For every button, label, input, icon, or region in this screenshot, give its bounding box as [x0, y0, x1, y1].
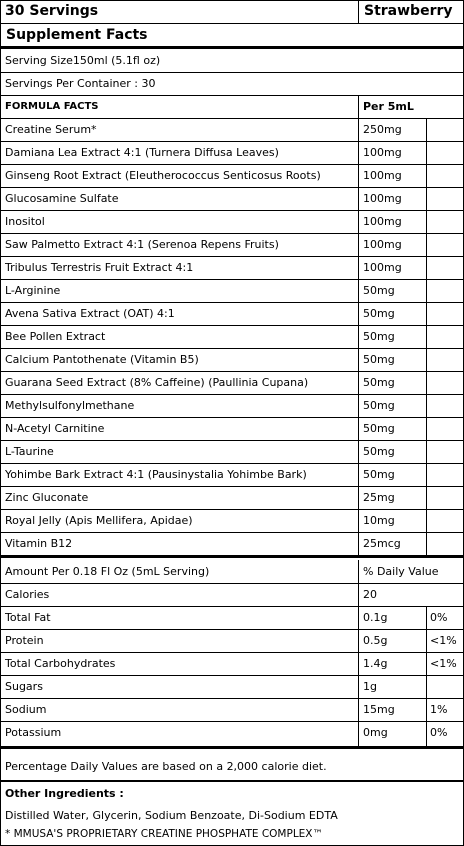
serving-size-row [1, 49, 463, 73]
header-row [1, 1, 463, 24]
ingredient-name: Bee Pollen Extract [5, 330, 106, 343]
ingredient-row [1, 187, 463, 211]
nutrient-name: Sugars [5, 680, 43, 693]
nutrient-name: Sodium [5, 703, 47, 716]
ingredient-name: Tribulus Terrestris Fruit Extract 4:1 [5, 261, 194, 274]
ingredient-amount: 50mg [363, 353, 395, 366]
ingredient-name: Damiana Lea Extract 4:1 (Turnera Diffusa Leaves) [5, 146, 279, 159]
ingredient-name: L-Taurine [5, 445, 54, 458]
nutrient-amount: 1.4g [363, 657, 388, 670]
ingredient-amount: 100mg [363, 261, 402, 274]
ingredient-row [1, 210, 463, 234]
thick-divider [1, 746, 463, 749]
nutrition-row [1, 583, 463, 607]
ingredient-row [1, 302, 463, 326]
header-divider [358, 1, 359, 24]
other-ingredients-label: Other Ingredients : [5, 787, 124, 800]
ingredient-amount: 50mg [363, 284, 395, 297]
nutrient-amount: 1g [363, 680, 377, 693]
formula-header-per: Per 5mL [363, 100, 414, 113]
nutrient-daily-value: <1% [430, 634, 457, 647]
ingredient-name: Guarana Seed Extract (8% Caffeine) (Paullinia Cupana) [5, 376, 309, 389]
ingredient-name: Inositol [5, 215, 45, 228]
ingredient-name: Yohimbe Bark Extract 4:1 (Pausinystalia Yohimbe Bark) [5, 468, 307, 481]
column-divider [358, 560, 359, 746]
ingredient-amount: 50mg [363, 376, 395, 389]
ingredient-row [1, 141, 463, 165]
nutrition-header-dv: % Daily Value [363, 565, 439, 578]
ingredient-row [1, 118, 463, 142]
ingredient-row [1, 371, 463, 395]
ingredient-name: Calcium Pantothenate (Vitamin B5) [5, 353, 199, 366]
ingredient-row [1, 486, 463, 510]
other-ingredients: Distilled Water, Glycerin, Sodium Benzoate, Di-Sodium EDTA [5, 809, 338, 822]
ingredient-row [1, 233, 463, 257]
ingredient-name: N-Acetyl Carnitine [5, 422, 105, 435]
ingredient-amount: 100mg [363, 192, 402, 205]
ingredient-name: Vitamin B12 [5, 537, 73, 550]
ingredient-row [1, 279, 463, 303]
nutrition-row [1, 675, 463, 699]
ingredient-amount: 25mcg [363, 537, 401, 550]
nutrient-amount: 15mg [363, 703, 395, 716]
column-divider [358, 95, 359, 555]
nutrient-name: Potassium [5, 726, 62, 739]
ingredient-name: Glucosamine Sulfate [5, 192, 119, 205]
ingredient-amount: 10mg [363, 514, 395, 527]
ingredient-name: Ginseng Root Extract (Eleutherococcus Senticosus Roots) [5, 169, 321, 182]
nutrient-daily-value: 0% [430, 611, 448, 624]
nutrition-header-label: Amount Per 0.18 Fl Oz (5mL Serving) [5, 565, 210, 578]
daily-value-footnote: Percentage Daily Values are based on a 2,000 calorie diet. [5, 760, 327, 773]
ingredient-row [1, 509, 463, 533]
ingredient-row [1, 417, 463, 441]
ingredient-row [1, 256, 463, 280]
nutrition-row [1, 721, 463, 744]
ingredient-amount: 25mg [363, 491, 395, 504]
nutrition-header-row [1, 560, 463, 584]
column-divider [426, 118, 427, 555]
ingredient-name: Methylsulfonylmethane [5, 399, 135, 412]
thick-divider [1, 780, 463, 782]
nutrient-amount: 0.1g [363, 611, 388, 624]
ingredient-name: Saw Palmetto Extract 4:1 (Serenoa Repens Fruits) [5, 238, 279, 251]
column-divider [426, 606, 427, 746]
ingredient-amount: 50mg [363, 468, 395, 481]
formula-header-row [1, 95, 463, 119]
ingredient-name: L-Arginine [5, 284, 61, 297]
ingredient-name: Avena Sativa Extract (OAT) 4:1 [5, 307, 175, 320]
nutrition-row [1, 652, 463, 676]
thick-divider [1, 555, 463, 558]
ingredient-name: Zinc Gluconate [5, 491, 89, 504]
ingredient-row [1, 394, 463, 418]
nutrition-row [1, 629, 463, 653]
flavor-heading: Strawberry [364, 3, 453, 19]
nutrient-amount: 20 [363, 588, 377, 601]
nutrient-name: Protein [5, 634, 44, 647]
ingredient-amount: 100mg [363, 238, 402, 251]
ingredient-amount: 50mg [363, 399, 395, 412]
ingredient-amount: 50mg [363, 445, 395, 458]
ingredient-amount: 50mg [363, 307, 395, 320]
ingredient-row [1, 348, 463, 372]
panel-title: Supplement Facts [6, 27, 148, 43]
ingredient-amount: 100mg [363, 146, 402, 159]
nutrient-daily-value: 0% [430, 726, 448, 739]
nutrient-daily-value: <1% [430, 657, 457, 670]
ingredient-row [1, 463, 463, 487]
nutrient-amount: 0.5g [363, 634, 388, 647]
nutrient-name: Total Fat [5, 611, 51, 624]
servings-per-container-row [1, 72, 463, 96]
nutrient-name: Total Carbohydrates [5, 657, 116, 670]
ingredient-row [1, 532, 463, 556]
ingredient-row [1, 164, 463, 188]
ingredient-amount: 100mg [363, 169, 402, 182]
ingredient-row [1, 440, 463, 464]
servings-per-container: Servings Per Container : 30 [5, 77, 156, 90]
ingredient-name: Royal Jelly (Apis Mellifera, Apidae) [5, 514, 193, 527]
ingredient-amount: 50mg [363, 330, 395, 343]
formula-header-label: FORMULA FACTS [5, 101, 99, 112]
ingredient-amount: 250mg [363, 123, 402, 136]
ingredient-row [1, 325, 463, 349]
proprietary-note: * MMUSA'S PROPRIETARY CREATINE PHOSPHATE COMPLEX™ [5, 828, 323, 840]
ingredient-amount: 50mg [363, 422, 395, 435]
nutrient-name: Calories [5, 588, 50, 601]
ingredient-amount: 100mg [363, 215, 402, 228]
nutrition-row [1, 606, 463, 630]
nutrient-amount: 0mg [363, 726, 388, 739]
nutrition-row [1, 698, 463, 722]
serving-size: Serving Size150ml (5.1fl oz) [5, 54, 161, 67]
servings-heading: 30 Servings [5, 3, 99, 19]
ingredient-name: Creatine Serum* [5, 123, 97, 136]
nutrient-daily-value: 1% [430, 703, 448, 716]
